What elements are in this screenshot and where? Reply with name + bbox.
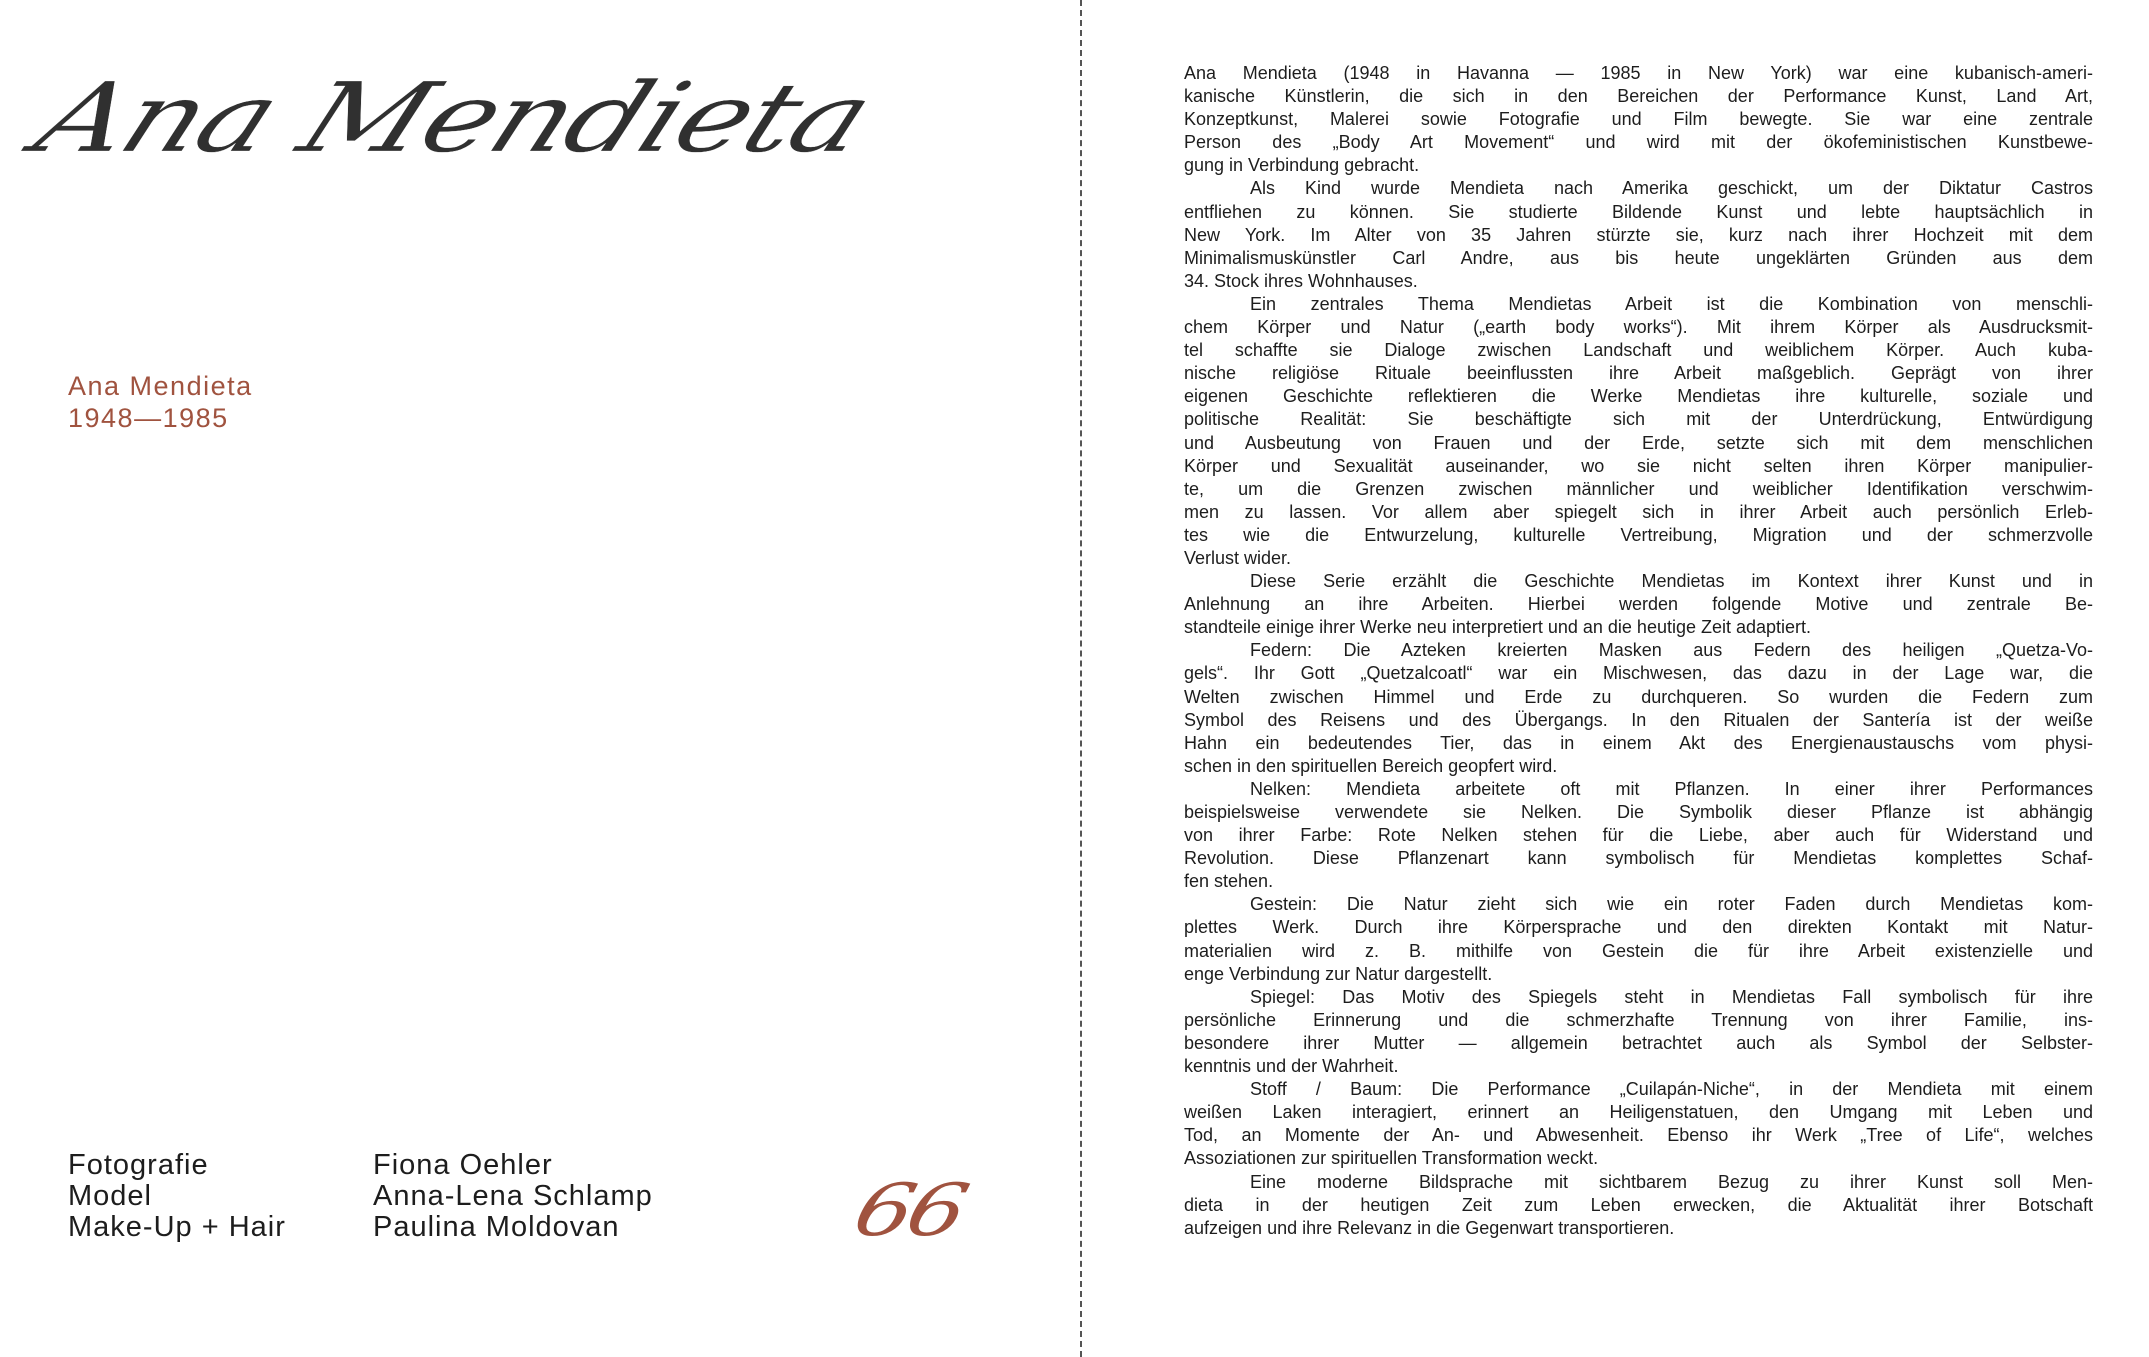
artist-subtitle	[68, 370, 253, 434]
paragraph	[1184, 62, 2093, 177]
text-line: gung in Verbindung gebracht.	[1184, 155, 1420, 176]
text-line: New York. Im Alter von 35 Jahren stürzte sie, kurz nach ihrer Hochzeit mit dem	[1184, 224, 2093, 245]
text-line: Federn: Die Azteken kreierten Masken aus Federn des heiligen „Quetza-Vo-	[1250, 640, 2093, 661]
text-line: 34. Stock ihres Wohnhauses.	[1184, 270, 1418, 291]
text-line: kanische Künstlerin, die sich in den Bereichen der Performance Kunst, Land Art,	[1184, 86, 2093, 107]
credit-role: Fotografie	[68, 1149, 209, 1181]
text-line: aufzeigen und ihre Relevanz in die Gegenwart transportieren.	[1184, 1217, 1675, 1238]
text-line: gels“. Ihr Gott „Quetzalcoatl“ war ein Mischwesen, das dazu in der Lage war, die	[1184, 663, 2093, 684]
text-line: besondere ihrer Mutter — allgemein betrachtet auch als Symbol der Selbster-	[1184, 1032, 2093, 1053]
text-line: Tod, an Momente der An- und Abwesenheit. Ebenso ihr Werk „Tree of Life“, welches	[1184, 1125, 2093, 1146]
text-line: Verlust wider.	[1184, 547, 1292, 568]
credit-role: Make-Up + Hair	[68, 1211, 286, 1243]
text-line: te, um die Grenzen zwischen männlicher und weiblicher Identifikation verschwim-	[1184, 478, 2093, 499]
paragraph	[1184, 1078, 2093, 1170]
paragraph	[1184, 778, 2093, 893]
text-line: Welten zwischen Himmel und Erde zu durchqueren. So wurden die Federn zum	[1184, 686, 2093, 707]
credit-names	[373, 1150, 653, 1243]
text-line: Körper und Sexualität auseinander, wo sie nicht selten ihren Körper manipulier-	[1184, 455, 2093, 476]
text-line: Ein zentrales Thema Mendietas Arbeit ist die Kombination von menschli-	[1250, 293, 2093, 314]
text-line: schen in den spirituellen Bereich geopfert wird.	[1184, 755, 1558, 776]
credit-role: Model	[68, 1180, 152, 1212]
text-line: entfliehen zu können. Sie studierte Bildende Kunst und lebte hauptsächlich in	[1184, 201, 2093, 222]
paragraph	[1184, 986, 2093, 1078]
text-line: Spiegel: Das Motiv des Spiegels steht in Mendietas Fall symbolisch für ihre	[1250, 986, 2093, 1007]
text-line: tel schaffte sie Dialoge zwischen Landschaft und weiblichem Körper. Auch kuba-	[1184, 340, 2093, 361]
text-line: enge Verbindung zur Natur dargestellt.	[1184, 963, 1493, 984]
text-line: Konzeptkunst, Malerei sowie Fotografie und Film bewegte. Sie war eine zentrale	[1184, 109, 2093, 130]
text-line: politische Realität: Sie beschäftigte sich mit der Unterdrückung, Entwürdigung	[1184, 409, 2093, 430]
text-line: chem Körper und Natur („earth body works“). Mit ihrem Körper als Ausdrucksmit-	[1184, 317, 2093, 338]
text-line: von ihrer Farbe: Rote Nelken stehen für die Liebe, aber auch für Widerstand und	[1184, 825, 2093, 846]
text-line: Person des „Body Art Movement“ und wird mit der ökofeministischen Kunstbewe-	[1184, 132, 2093, 153]
paragraph	[1184, 893, 2093, 985]
paragraph	[1184, 639, 2093, 778]
credit-name: Paulina Moldovan	[373, 1211, 620, 1243]
text-line: men zu lassen. Vor allem aber spiegelt sich in ihrer Arbeit auch persönlich Erleb-	[1184, 501, 2093, 522]
artist-years: 1948—1985	[68, 403, 229, 433]
text-line: fen stehen.	[1184, 871, 1274, 892]
text-line: Minimalismuskünstler Carl Andre, aus bis heute ungeklärten Gründen aus dem	[1184, 247, 2093, 268]
text-line: Ana Mendieta (1948 in Havanna — 1985 in New York) war eine kubanisch-ameri-	[1184, 63, 2093, 83]
handwritten-title: Ana Mendieta	[20, 62, 887, 174]
page-number: 66	[845, 1168, 973, 1252]
text-line: beispielsweise verwendete sie Nelken. Die Symbolik dieser Pflanze ist abhängig	[1184, 802, 2093, 822]
credit-roles	[68, 1150, 286, 1243]
text-line: standteile einige ihrer Werke neu interpretiert und an die heutige Zeit adaptiert.	[1184, 617, 1812, 638]
credit-name: Fiona Oehler	[373, 1149, 553, 1181]
text-line: nische religiöse Rituale beeinflussten ihre Arbeit maßgeblich. Geprägt von ihrer	[1184, 363, 2093, 384]
artist-name: Ana Mendieta	[68, 371, 253, 401]
paragraph	[1184, 1171, 2093, 1240]
text-line: kenntnis und der Wahrheit.	[1184, 1056, 1399, 1077]
text-line: Assoziationen zur spirituellen Transformation weckt.	[1184, 1148, 1599, 1169]
text-line: eigenen Geschichte reflektieren die Werke Mendietas ihre kulturelle, soziale und	[1184, 386, 2093, 407]
text-line: Diese Serie erzählt die Geschichte Mendietas im Kontext ihrer Kunst und in	[1250, 571, 2093, 592]
credit-name: Anna-Lena Schlamp	[373, 1180, 653, 1212]
text-line: plettes Werk. Durch ihre Körpersprache und den direkten Kontakt mit Natur-	[1184, 917, 2093, 938]
text-line: Nelken: Mendieta arbeitete oft mit Pflanzen. In einer ihrer Performances	[1250, 778, 2093, 799]
body-text	[1184, 62, 2093, 1240]
text-line: tes wie die Entwurzelung, kulturelle Vertreibung, Migration und der schmerzvolle	[1184, 524, 2093, 545]
text-line: Gestein: Die Natur zieht sich wie ein roter Faden durch Mendietas kom-	[1250, 894, 2093, 915]
text-line: Eine moderne Bildsprache mit sichtbarem Bezug zu ihrer Kunst soll Men-	[1250, 1171, 2093, 1192]
text-line: Als Kind wurde Mendieta nach Amerika geschickt, um der Diktatur Castros	[1250, 178, 2093, 199]
text-line: persönliche Erinnerung und die schmerzhafte Trennung von ihrer Familie, ins-	[1184, 1009, 2093, 1030]
text-line: dieta in der heutigen Zeit zum Leben erwecken, die Aktualität ihrer Botschaft	[1184, 1194, 2093, 1215]
paragraph	[1184, 293, 2093, 570]
right-page	[1082, 0, 2149, 1357]
text-line: und Ausbeutung von Frauen und der Erde, setzte sich mit dem menschlichen	[1184, 432, 2093, 453]
text-line: Stoff / Baum: Die Performance „Cuilapán-Niche“, in der Mendieta mit einem	[1250, 1079, 2093, 1100]
paragraph	[1184, 570, 2093, 639]
text-line: materialien wird z. B. mithilfe von Gestein die für ihre Arbeit existenzielle und	[1184, 940, 2093, 961]
text-line: Anlehnung an ihre Arbeiten. Hierbei werden folgende Motive und zentrale Be-	[1184, 594, 2093, 615]
text-line: Revolution. Diese Pflanzenart kann symbolisch für Mendietas komplettes Schaf-	[1184, 848, 2093, 869]
text-line: Symbol des Reisens und des Übergangs. In den Ritualen der Santería ist der weiße	[1184, 709, 2093, 730]
paragraph	[1184, 177, 2093, 292]
text-line: weißen Laken interagiert, erinnert an Heiligenstatuen, den Umgang mit Leben und	[1184, 1102, 2093, 1123]
text-line: Hahn ein bedeutendes Tier, das in einem Akt des Energienaustauschs vom physi-	[1184, 732, 2093, 753]
